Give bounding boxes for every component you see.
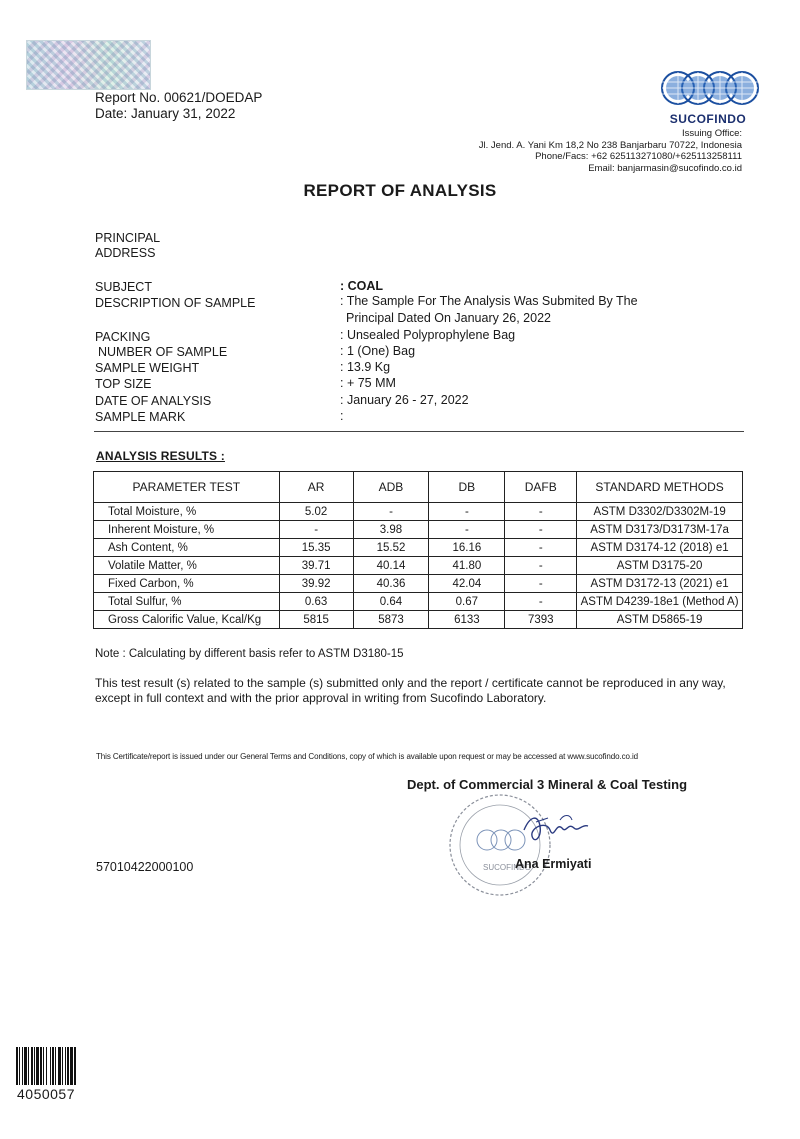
table-row [94, 503, 743, 521]
method-cell: ASTM D3173/D3173M-17a [577, 521, 743, 539]
value-cell: 41.80 [429, 557, 505, 575]
terms-text: This Certificate/report is issued under our General Terms and Conditions, copy of which is available upon request or may be accessed at www.sucofindo.co.id [96, 752, 638, 761]
hologram-seal [26, 40, 151, 90]
value-cell: 3.98 [353, 521, 429, 539]
stamp-text: SUCOFINDO [483, 863, 531, 872]
table-row [94, 539, 743, 557]
topsize-label: TOP SIZE [95, 377, 152, 391]
address-label: ADDRESS [95, 246, 156, 260]
sample-mark-label: SAMPLE MARK [95, 410, 186, 424]
number-value: : 1 (One) Bag [340, 344, 416, 358]
weight-value: : 13.9 Kg [340, 360, 391, 374]
logo-wordmark: SUCOFINDO [669, 112, 747, 126]
method-cell: ASTM D3175-20 [577, 557, 743, 575]
disclaimer-text: This test result (s) related to the sample (s) submitted only and the report / certificate cannot be reproduced in any way, except in full context and with the prior approval in writing from Sucofindo Laboratory. [95, 676, 726, 705]
value-cell: 42.04 [429, 575, 505, 593]
report-date: Date: January 31, 2022 [95, 106, 236, 121]
value-cell: 7393 [505, 611, 577, 629]
method-cell: ASTM D3174-12 (2018) e1 [577, 539, 743, 557]
method-cell: ASTM D4239-18e1 (Method A) [577, 593, 743, 611]
handwritten-signature [520, 808, 592, 850]
column-header: DB [429, 472, 505, 503]
method-cell: ASTM D3302/D3302M-19 [577, 503, 743, 521]
description-value-line2: Principal Dated On January 26, 2022 [346, 311, 551, 325]
office-phone: Phone/Facs: +62 625113271080/+625113258111 [535, 151, 742, 162]
value-cell: 39.92 [279, 575, 353, 593]
date-analysis-value: : January 26 - 27, 2022 [340, 393, 469, 407]
weight-label: SAMPLE WEIGHT [95, 361, 200, 375]
calculation-note: Note : Calculating by different basis refer to ASTM D3180-15 [95, 648, 404, 660]
parameter-cell: Volatile Matter, % [94, 557, 280, 575]
principal-label: PRINCIPAL [95, 231, 161, 245]
table-row [94, 521, 743, 539]
table-row [94, 611, 743, 629]
column-header: AR [279, 472, 353, 503]
value-cell: 15.35 [279, 539, 353, 557]
analysis-results-heading: ANALYSIS RESULTS : [96, 449, 225, 463]
office-email: Email: banjarmasin@sucofindo.co.id [588, 162, 742, 174]
subject-value: : COAL [340, 279, 384, 293]
table-row [94, 593, 743, 611]
report-number: Report No. 00621/DOEDAP [95, 90, 263, 105]
topsize-value: : + 75 MM [340, 376, 396, 390]
column-header: ADB [353, 472, 429, 503]
globe-rings-icon [660, 65, 760, 111]
value-cell: 5815 [279, 611, 353, 629]
value-cell: - [429, 521, 505, 539]
parameter-cell: Total Moisture, % [94, 503, 280, 521]
value-cell: 0.63 [279, 593, 353, 611]
date-analysis-label: DATE OF ANALYSIS [95, 394, 212, 408]
table-header-row [94, 472, 743, 503]
signer-name: Ana Ermiyati [515, 857, 592, 871]
value-cell: 16.16 [429, 539, 505, 557]
parameter-cell: Inherent Moisture, % [94, 521, 280, 539]
column-header: STANDARD METHODS [577, 472, 743, 503]
packing-value: : Unsealed Polyprophylene Bag [340, 328, 516, 342]
description-label: DESCRIPTION OF SAMPLE [95, 296, 256, 310]
value-cell: - [353, 503, 429, 521]
issuing-office [479, 128, 742, 174]
table-row [94, 575, 743, 593]
parameter-cell: Total Sulfur, % [94, 593, 280, 611]
value-cell: 5873 [353, 611, 429, 629]
value-cell: - [505, 575, 577, 593]
number-label: NUMBER OF SAMPLE [98, 345, 228, 359]
department-name: Dept. of Commercial 3 Mineral & Coal Testing [407, 777, 688, 792]
method-cell: ASTM D5865-19 [577, 611, 743, 629]
document-number: 57010422000100 [96, 860, 194, 874]
value-cell: - [429, 503, 505, 521]
value-cell: - [279, 521, 353, 539]
office-label: Issuing Office: [681, 128, 742, 139]
parameter-cell: Ash Content, % [94, 539, 280, 557]
value-cell: - [505, 521, 577, 539]
description-value-line1: : The Sample For The Analysis Was Submited By The [340, 294, 638, 308]
parameter-cell: Fixed Carbon, % [94, 575, 280, 593]
value-cell: - [505, 593, 577, 611]
value-cell: 39.71 [279, 557, 353, 575]
value-cell: - [505, 557, 577, 575]
barcode-icon [16, 1047, 108, 1085]
office-address: Jl. Jend. A. Yani Km 18,2 No 238 Banjarbaru 70722, Indonesia [478, 139, 742, 151]
subject-label: SUBJECT [95, 280, 152, 294]
value-cell: 5.02 [279, 503, 353, 521]
method-cell: ASTM D3172-13 (2021) e1 [577, 575, 743, 593]
sample-mark-value: : [340, 409, 344, 423]
value-cell: - [505, 503, 577, 521]
value-cell: 40.36 [353, 575, 429, 593]
divider [94, 431, 744, 432]
column-header: PARAMETER TEST [94, 472, 280, 503]
value-cell: 0.67 [429, 593, 505, 611]
value-cell: 15.52 [353, 539, 429, 557]
parameter-cell: Gross Calorific Value, Kcal/Kg [94, 611, 280, 629]
value-cell: 6133 [429, 611, 505, 629]
value-cell: 40.14 [353, 557, 429, 575]
barcode-number: 4050057 [17, 1086, 76, 1102]
column-header: DAFB [505, 472, 577, 503]
table-row [94, 557, 743, 575]
value-cell: - [505, 539, 577, 557]
value-cell: 0.64 [353, 593, 429, 611]
packing-label: PACKING [95, 330, 151, 344]
document-title: REPORT OF ANALYSIS [303, 181, 497, 200]
results-table [93, 471, 743, 629]
